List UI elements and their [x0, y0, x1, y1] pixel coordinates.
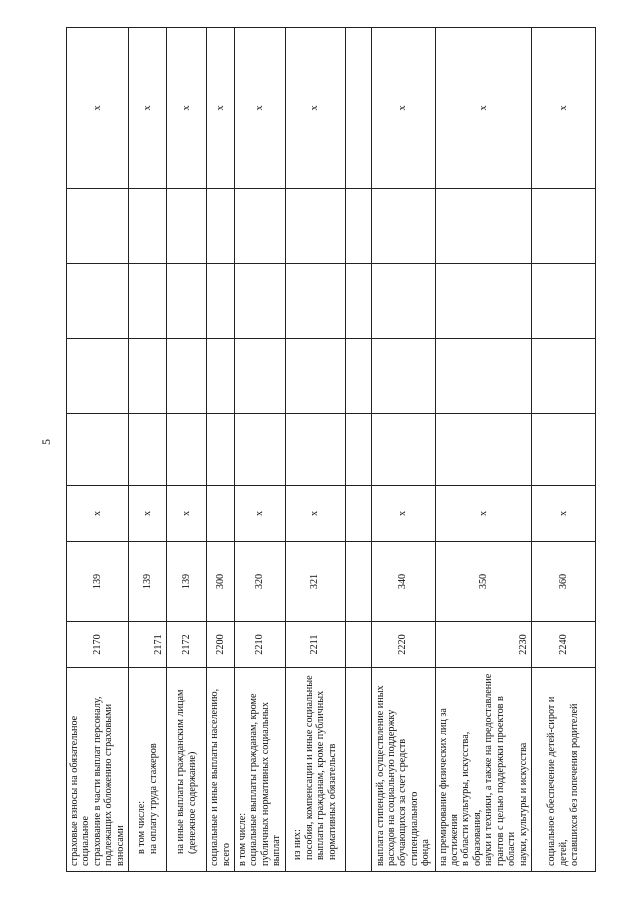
name-line: пособия, компенсации и иные социальные: [303, 675, 315, 860]
mark-cell: х: [435, 28, 531, 189]
mark-cell: х: [67, 28, 129, 189]
empty-cell: [285, 189, 345, 264]
row-name-cell: [345, 668, 371, 872]
mark-cell: х: [167, 486, 207, 542]
name-line: на иные выплаты гражданским лицам: [175, 689, 187, 854]
empty-cell: [129, 189, 167, 264]
empty-cell: [532, 189, 596, 264]
empty-cell: [371, 339, 435, 414]
kosgu-cell: 139: [129, 542, 167, 622]
name-line: выплаты гражданам, кроме публичных: [315, 690, 327, 860]
row-name-cell: [285, 668, 345, 872]
name-line: оставшихся без попечения родителей: [569, 703, 581, 866]
empty-cell: [285, 339, 345, 414]
empty-cell: [371, 189, 435, 264]
empty-cell: [207, 264, 235, 339]
kosgu-cell: 139: [167, 542, 207, 622]
name-line: из них:: [292, 829, 304, 860]
mark-cell: х: [234, 28, 285, 189]
table-row: [207, 28, 235, 872]
table-row: [532, 28, 596, 872]
table-row: [167, 28, 207, 872]
row-name-cell: [129, 668, 167, 872]
budget-table: [66, 27, 596, 872]
name-line: страхование в части выплат персоналу,: [91, 696, 103, 866]
rotated-table-wrapper: [66, 28, 580, 872]
kosgu-cell: 350: [435, 542, 531, 622]
kosgu-cell: 300: [207, 542, 235, 622]
kosgu-cell: 320: [234, 542, 285, 622]
mark-cell: х: [129, 486, 167, 542]
row-name-cell: [67, 668, 129, 872]
empty-cell: [371, 264, 435, 339]
kosgu-cell: 340: [371, 542, 435, 622]
name-line: (денежное содержание): [186, 751, 198, 854]
row-code-cell: 2200: [207, 622, 235, 668]
name-line: в том числе:: [236, 812, 248, 866]
row-code-cell: 2220: [371, 622, 435, 668]
table-row: [435, 28, 531, 872]
empty-cell: [371, 414, 435, 486]
empty-cell: [207, 189, 235, 264]
name-line: страховые взносы на обязательное социальное: [69, 715, 92, 866]
empty-cell: [67, 339, 129, 414]
empty-cell: [67, 414, 129, 486]
row-code-cell: 2210: [234, 622, 285, 668]
mark-cell: х: [207, 28, 235, 189]
page-number: 5: [39, 439, 53, 445]
row-name-cell: [167, 668, 207, 872]
row-name-cell: [371, 668, 435, 872]
empty-cell: [435, 414, 531, 486]
row-name-cell: [435, 668, 531, 872]
kosgu-cell: 321: [285, 542, 345, 622]
name-line: нормативных обязательств: [326, 743, 338, 860]
mark-cell: х: [435, 486, 531, 542]
mark-cell: х: [532, 486, 596, 542]
mark-cell: [345, 28, 371, 189]
empty-cell: [129, 339, 167, 414]
row-name-cell: [207, 668, 235, 872]
mark-cell: х: [532, 28, 596, 189]
empty-cell: [234, 414, 285, 486]
row-code-cell: [345, 622, 371, 668]
empty-cell: [167, 264, 207, 339]
table-row: [129, 28, 167, 872]
name-line: подлежащих обложению страховыми взносами: [103, 703, 126, 866]
empty-cell: [167, 189, 207, 264]
empty-cell: [167, 339, 207, 414]
row-code-cell: 2211: [285, 622, 345, 668]
mark-cell: [207, 486, 235, 542]
empty-cell: [129, 414, 167, 486]
mark-cell: х: [285, 28, 345, 189]
empty-cell: [234, 339, 285, 414]
name-line: социальные и иные выплаты населению, всего: [209, 688, 232, 866]
mark-cell: х: [167, 28, 207, 189]
empty-cell: [532, 264, 596, 339]
name-line: расходов на социальную поддержку: [386, 709, 397, 866]
kosgu-cell: 139: [67, 542, 129, 622]
empty-cell: [234, 189, 285, 264]
table-row: [371, 28, 435, 872]
mark-cell: х: [285, 486, 345, 542]
name-line: социальные выплаты гражданам, кроме: [248, 693, 260, 866]
name-line: социальное обеспечение детей-сирот и детей,: [546, 696, 569, 866]
empty-cell: [207, 339, 235, 414]
empty-cell: [435, 339, 531, 414]
mark-cell: х: [129, 28, 167, 189]
name-line: в том числе:: [136, 800, 148, 854]
mark-cell: х: [234, 486, 285, 542]
kosgu-cell: 360: [532, 542, 596, 622]
row-code-cell: 2172: [167, 622, 207, 668]
name-line: на премирование физических лиц за достижения: [437, 708, 461, 866]
name-line: науки и техники, а также на предоставление: [483, 673, 495, 866]
row-code-cell: 2230: [435, 622, 531, 668]
kosgu-cell: [345, 542, 371, 622]
empty-cell: [285, 414, 345, 486]
empty-cell: [129, 264, 167, 339]
empty-cell: [435, 189, 531, 264]
mark-cell: х: [67, 486, 129, 542]
table-row: [285, 28, 345, 872]
empty-cell: [532, 414, 596, 486]
row-name-cell: [234, 668, 285, 872]
empty-cell: [67, 264, 129, 339]
mark-cell: х: [371, 28, 435, 189]
empty-cell: [345, 414, 371, 486]
empty-cell: [167, 414, 207, 486]
row-code-cell: 2240: [532, 622, 596, 668]
row-code-cell: 2170: [67, 622, 129, 668]
row-code-cell: 2171: [129, 622, 167, 668]
empty-cell: [345, 339, 371, 414]
table-row: [67, 28, 129, 872]
empty-cell: [435, 264, 531, 339]
name-line: обучающихся за счет средств стипендиального: [397, 738, 420, 866]
empty-cell: [345, 264, 371, 339]
mark-cell: [345, 486, 371, 542]
table-row: [345, 28, 371, 872]
empty-cell: [532, 339, 596, 414]
table-row: [234, 28, 285, 872]
empty-cell: [207, 414, 235, 486]
name-line: грантов с целью поддержки проектов в области: [494, 696, 518, 866]
empty-cell: [345, 189, 371, 264]
name-line: на оплату труда стажеров: [147, 743, 159, 854]
name-line: публичных нормативных социальных выплат: [259, 702, 283, 866]
empty-cell: [285, 264, 345, 339]
empty-cell: [234, 264, 285, 339]
row-name-cell: [532, 668, 596, 872]
empty-cell: [67, 189, 129, 264]
name-line: выплата стипендий, осуществление иных: [374, 685, 386, 866]
mark-cell: х: [371, 486, 435, 542]
name-line: в области культуры, искусства, образования,: [460, 731, 483, 866]
name-line: науки, культуры и искусства: [517, 742, 529, 866]
name-line: фонда: [420, 839, 432, 866]
